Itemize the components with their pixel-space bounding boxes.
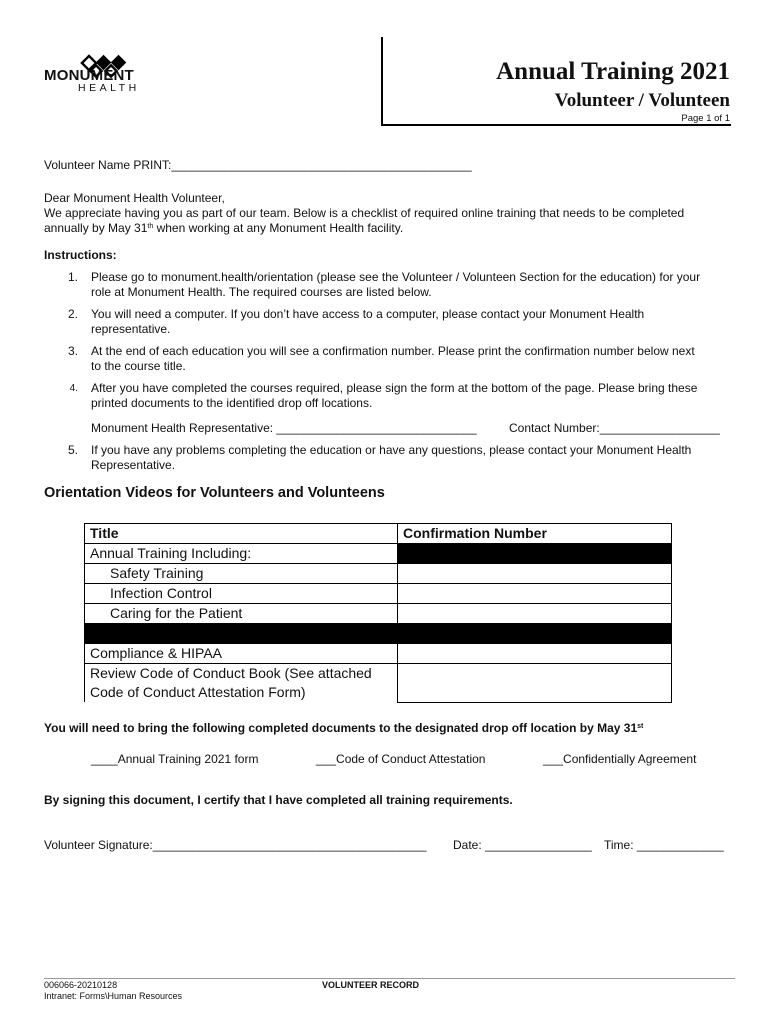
header-divider-vertical	[381, 37, 383, 125]
instruction-2-line-2: representative.	[91, 322, 171, 336]
date-field[interactable]: Date: ________________	[453, 838, 592, 852]
doc-code-of-conduct[interactable]: ___Code of Conduct Attestation	[316, 752, 486, 766]
table-row	[85, 644, 672, 664]
item-number: 2.	[67, 307, 78, 321]
blacked-out-cell	[398, 624, 672, 644]
blacked-out-cell	[85, 624, 398, 644]
logo-wordmark: MONUMENT	[44, 67, 134, 84]
intro-line-2: annually by May 31th when working at any Monument Health facility.	[44, 221, 404, 235]
instruction-5-line-1: If you have any problems completing the education or have any questions, please contact your Monument Health	[91, 443, 692, 457]
instruction-4-line-1: After you have completed the courses required, please sign the form at the bottom of the page. Please bring these	[91, 381, 698, 395]
row-title: Safety Training	[85, 564, 398, 584]
item-number: 5.	[67, 443, 78, 457]
instruction-5-line-2: Representative.	[91, 458, 176, 472]
item-number: 3.	[67, 344, 78, 358]
confirmation-cell[interactable]	[398, 564, 672, 584]
instruction-4-line-2: printed documents to the identified drop off locations.	[91, 396, 373, 410]
footer-divider	[44, 978, 735, 979]
table-row	[85, 664, 672, 703]
instruction-3-line-2: to the course title.	[91, 359, 186, 373]
row-title: Compliance & HIPAA	[85, 644, 398, 664]
instruction-1-line-2: role at Monument Health. The required courses are listed below.	[91, 285, 432, 299]
table-header-row	[85, 524, 672, 544]
col-title-header: Title	[85, 524, 398, 544]
confirmation-cell-blacked-out	[398, 544, 672, 564]
row-title: Review Code of Conduct Book (See attached Code of Conduct Attestation Form)	[85, 664, 398, 703]
videos-heading: Orientation Videos for Volunteers and Volunteens	[44, 485, 385, 501]
table-row	[85, 604, 672, 624]
instruction-2-line-1: You will need a computer. If you don’t have access to a computer, please contact your Monument Health	[91, 307, 645, 321]
col-confirmation-header: Confirmation Number	[398, 524, 672, 544]
confirmation-cell[interactable]	[398, 584, 672, 604]
greeting: Dear Monument Health Volunteer,	[44, 191, 225, 205]
confirmation-cell[interactable]	[398, 664, 672, 703]
doc-annual-training[interactable]: ____Annual Training 2021 form	[91, 752, 259, 766]
doc-confidentiality[interactable]: ___Confidentially Agreement	[543, 752, 697, 766]
volunteer-name-field[interactable]: Volunteer Name PRINT:_____________________________________________	[44, 158, 472, 172]
intro-line-1: We appreciate having you as part of our team. Below is a checklist of required online training that needs to be completed	[44, 206, 685, 220]
page-number: Page 1 of 1	[681, 113, 730, 124]
intranet-path: Intranet: Forms\Human Resources	[44, 991, 183, 1001]
document-subtitle: Volunteer / Volunteen	[554, 90, 730, 111]
table-row	[85, 564, 672, 584]
item-number: 1.	[67, 270, 78, 284]
instruction-3-line-1: At the end of each education you will see a confirmation number. Please print the confirmation number below next	[91, 344, 695, 358]
training-table	[84, 523, 672, 703]
record-label: VOLUNTEER RECORD	[322, 980, 420, 990]
representative-field[interactable]: Monument Health Representative: ______________________________	[91, 421, 477, 435]
table-row	[85, 544, 672, 564]
form-code: 006066-20210128	[44, 980, 118, 990]
instruction-1-line-1: Please go to monument.health/orientation (please see the Volunteer / Volunteen Section for the education) for your	[91, 270, 701, 284]
contact-number-field[interactable]: Contact Number:__________________	[509, 421, 720, 435]
item-number: 4.	[69, 383, 78, 394]
row-title: Infection Control	[85, 584, 398, 604]
table-row	[85, 584, 672, 604]
confirmation-cell[interactable]	[398, 644, 672, 664]
row-title: Annual Training Including:	[85, 544, 398, 564]
header-divider-horizontal	[381, 124, 731, 126]
confirmation-cell[interactable]	[398, 604, 672, 624]
document-title: Annual Training 2021	[496, 58, 730, 85]
logo-subtext: HEALTH	[78, 82, 140, 94]
row-title: Caring for the Patient	[85, 604, 398, 624]
dropoff-instruction: You will need to bring the following completed documents to the designated drop off location by May 31st	[44, 721, 644, 735]
time-field[interactable]: Time: _____________	[604, 838, 724, 852]
signature-field[interactable]: Volunteer Signature:_________________________________________	[44, 838, 427, 852]
certify-statement: By signing this document, I certify that I have completed all training requirements.	[44, 793, 513, 807]
instructions-heading: Instructions:	[44, 248, 117, 262]
table-row-blacked-out	[85, 624, 672, 644]
